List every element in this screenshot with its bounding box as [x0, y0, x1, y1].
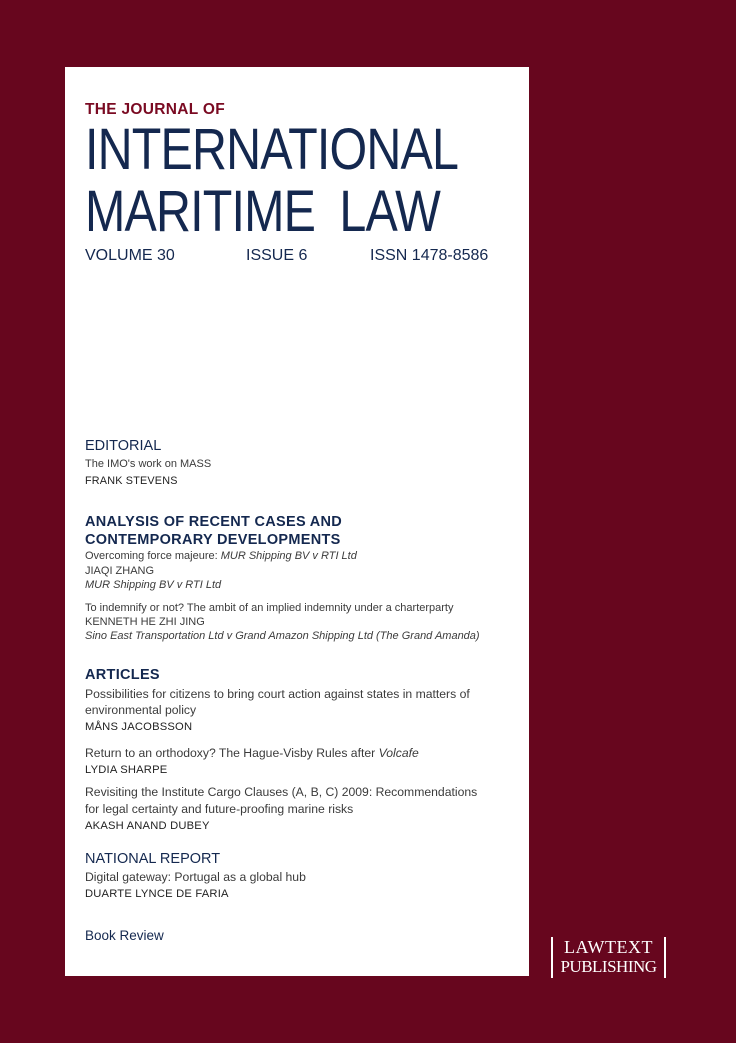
article-1-title-line2: environmental policy: [85, 703, 197, 717]
publisher-logo: [551, 937, 666, 978]
editorial-title: The IMO's work on MASS: [85, 458, 212, 470]
editorial-author: FRANK STEVENS: [85, 475, 178, 487]
publisher-logo-line2: PUBLISHING: [560, 957, 657, 976]
article-3-title-line1: Revisiting the Institute Cargo Clauses (A, B, C) 2009: Recommendations: [85, 785, 478, 799]
analysis-item-2-author: KENNETH HE ZHI JING: [85, 616, 205, 628]
article-3-author: AKASH ANAND DUBEY: [85, 820, 210, 832]
book-review-label: Book Review: [85, 928, 164, 943]
article-2-title: Return to an orthodoxy? The Hague-Visby Rules after Volcafe: [85, 746, 419, 760]
national-report-heading: NATIONAL REPORT: [85, 851, 221, 867]
national-report-author: DUARTE LYNCE DE FARIA: [85, 888, 229, 900]
analysis-heading-line2: CONTEMPORARY DEVELOPMENTS: [85, 532, 341, 548]
article-1-author: MÅNS JACOBSSON: [85, 721, 193, 733]
title-line-2: MARITIME LAW: [85, 179, 441, 244]
volume-label: VOLUME 30: [85, 247, 175, 264]
issue-label: ISSUE 6: [246, 247, 308, 264]
analysis-heading-line1: ANALYSIS OF RECENT CASES AND: [85, 514, 343, 530]
title-line-1: INTERNATIONAL: [85, 117, 459, 182]
article-1-title-line1: Possibilities for citizens to bring court action against states in matters of: [85, 687, 470, 701]
analysis-item-1-title: Overcoming force majeure: MUR Shipping BV v RTI Ltd: [85, 550, 357, 562]
journal-of-label: THE JOURNAL OF: [85, 101, 225, 118]
analysis-item-1-case: MUR Shipping BV v RTI Ltd: [85, 579, 222, 591]
article-2-author: LYDIA SHARPE: [85, 764, 168, 776]
editorial-heading: EDITORIAL: [85, 438, 162, 454]
analysis-item-1-author: JIAQI ZHANG: [85, 565, 155, 577]
analysis-item-2-title: To indemnify or not? The ambit of an implied indemnity under a charterparty: [85, 602, 454, 614]
national-report-title: Digital gateway: Portugal as a global hub: [85, 870, 306, 884]
article-3-title-line2: for legal certainty and future-proofing marine risks: [85, 802, 354, 816]
cover-panel: [65, 67, 529, 976]
analysis-item-2-case: Sino East Transportation Ltd v Grand Amazon Shipping Ltd (The Grand Amanda): [85, 630, 480, 642]
issn-label: ISSN 1478-8586: [370, 247, 489, 264]
publisher-logo-line1: LAWTEXT: [563, 937, 654, 957]
articles-heading: ARTICLES: [85, 667, 160, 683]
